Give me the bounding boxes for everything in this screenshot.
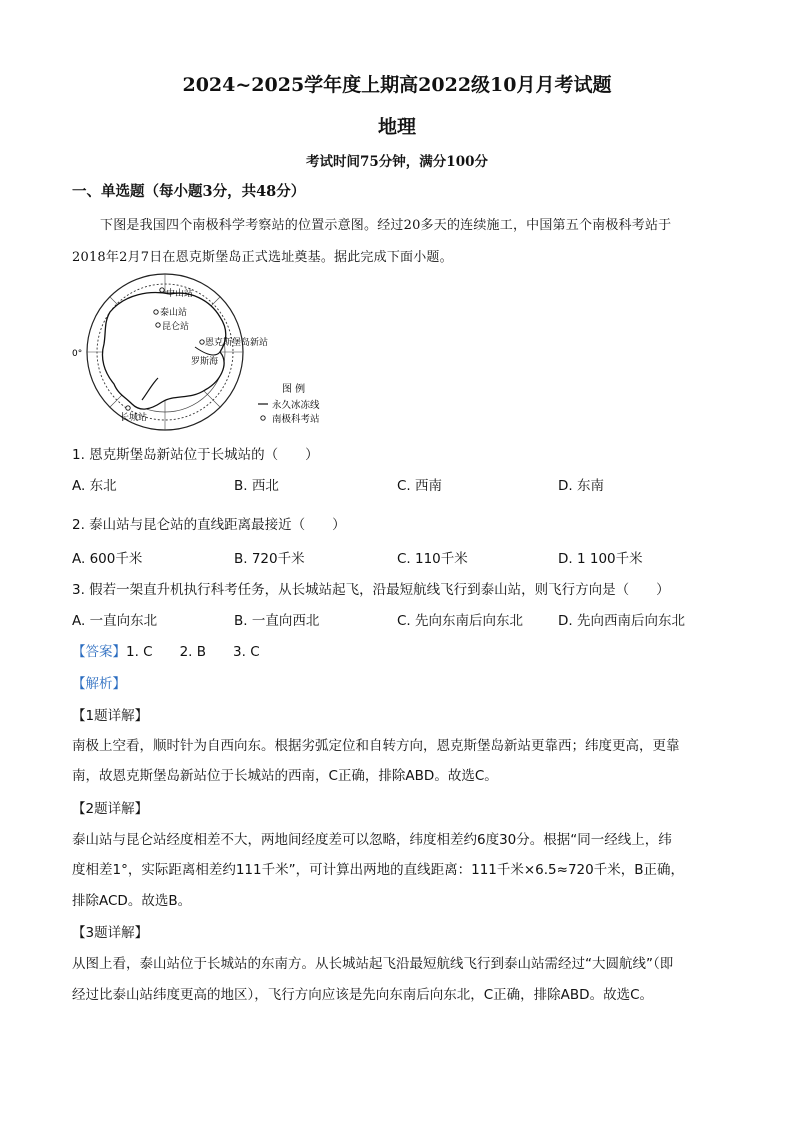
legend-station: 南极科考站 [272,414,320,425]
q3-detail-line-2: 经过比泰山站纬度更高的地区），飞行方向应该是先向东南后向东北，C正确，排除ABD。故选C。 [72,987,653,1003]
station-marker-inexpressible [200,340,204,344]
q2-option-c[interactable]: C. 110千米 [397,551,468,567]
label-kunlun: 昆仑站 [162,322,190,332]
q2-option-b[interactable]: B. 720千米 [234,551,305,567]
label-inexpressible: 恩克斯堡岛新站 [205,338,269,348]
station-marker-zhongshan [160,288,164,292]
question-2-stem: 2. 泰山站与昆仑站的直线距离最接近（ ） [72,517,346,533]
q1-option-a[interactable]: A. 东北 [72,478,117,494]
answer-label: 【答案】 [72,644,126,660]
q2-detail-line-1: 泰山站与昆仑站经度相差不大，两地间经度差可以忽略，纬度相差约6度30分。根据“同一经线上，纬 [72,832,672,848]
label-greatwall: 长城站 [120,413,148,423]
answer-values: 1. C 2. B 3. C [126,644,260,660]
analysis-label: 【解析】 [72,676,126,692]
q2-detail-label: 【2题详解】 [72,801,149,817]
label-ross-sea: 罗斯海 [191,357,219,367]
answer-row [72,640,260,660]
legend-permafrost: 永久冰冻线 [272,400,320,411]
q2-option-d[interactable]: D. 1 100千米 [558,551,643,567]
antarctica-station-map [70,272,340,434]
q1-detail-label: 【1题详解】 [72,708,149,724]
lon-label: 0° [72,349,83,359]
q2-detail-line-2: 度相差1°，实际距离相差约111千米”，可计算出两地的直线距离：111千米×6.5≈720千米，B正确， [72,862,684,878]
exam-info: 考试时间75分钟，满分100分 [306,154,488,170]
q3-option-a[interactable]: A. 一直向东北 [72,613,158,629]
q3-detail-line-1: 从图上看，泰山站位于长城站的东南方。从长城站起飞沿最短航线飞行到泰山站需经过“大圆航线”（即 [72,956,674,972]
intro-line-2: 2018年2月7日在恩克斯堡岛正式选址奠基。据此完成下面小题。 [72,250,453,265]
q1-option-b[interactable]: B. 西北 [234,478,279,494]
q2-detail-line-3: 排除ACD。故选B。 [72,893,192,909]
q3-detail-label: 【3题详解】 [72,925,149,941]
station-marker-kunlun [156,323,160,327]
subject-title: 地理 [377,116,416,138]
intro-line-1: 下图是我国四个南极科学考察站的位置示意图。经过20多天的连续施工，中国第五个南极科考站于 [100,218,672,233]
question-1-stem: 1. 恩克斯堡岛新站位于长城站的（ ） [72,447,319,463]
q1-detail-line-2: 南，故恩克斯堡岛新站位于长城站的西南，C正确，排除ABD。故选C。 [72,768,498,784]
station-marker-greatwall [126,406,130,410]
q3-option-d[interactable]: D. 先向西南后向东北 [558,613,685,629]
q3-option-b[interactable]: B. 一直向西北 [234,613,320,629]
q3-option-c[interactable]: C. 先向东南后向东北 [397,613,524,629]
label-zhongshan: 中山站 [166,289,194,299]
legend-station-icon [261,416,265,420]
exam-title: 2024~2025学年度上期高2022级10月月考试题 [182,74,612,96]
station-marker-taishan [154,310,158,314]
q1-detail-line-1: 南极上空看，顺时针为自西向东。根据劣弧定位和自转方向，恩克斯堡岛新站更靠西；纬度更高，更靠 [72,738,680,754]
q2-option-a[interactable]: A. 600千米 [72,551,143,567]
legend-title: 图 例 [282,384,306,395]
label-taishan: 泰山站 [160,308,188,318]
q1-option-c[interactable]: C. 西南 [397,478,443,494]
question-3-stem: 3. 假若一架直升机执行科考任务，从长城站起飞，沿最短航线飞行到泰山站，则飞行方向是（ ） [72,582,670,598]
q1-option-d[interactable]: D. 东南 [558,478,604,494]
section-heading: 一、单选题（每小题3分，共48分） [72,183,306,200]
